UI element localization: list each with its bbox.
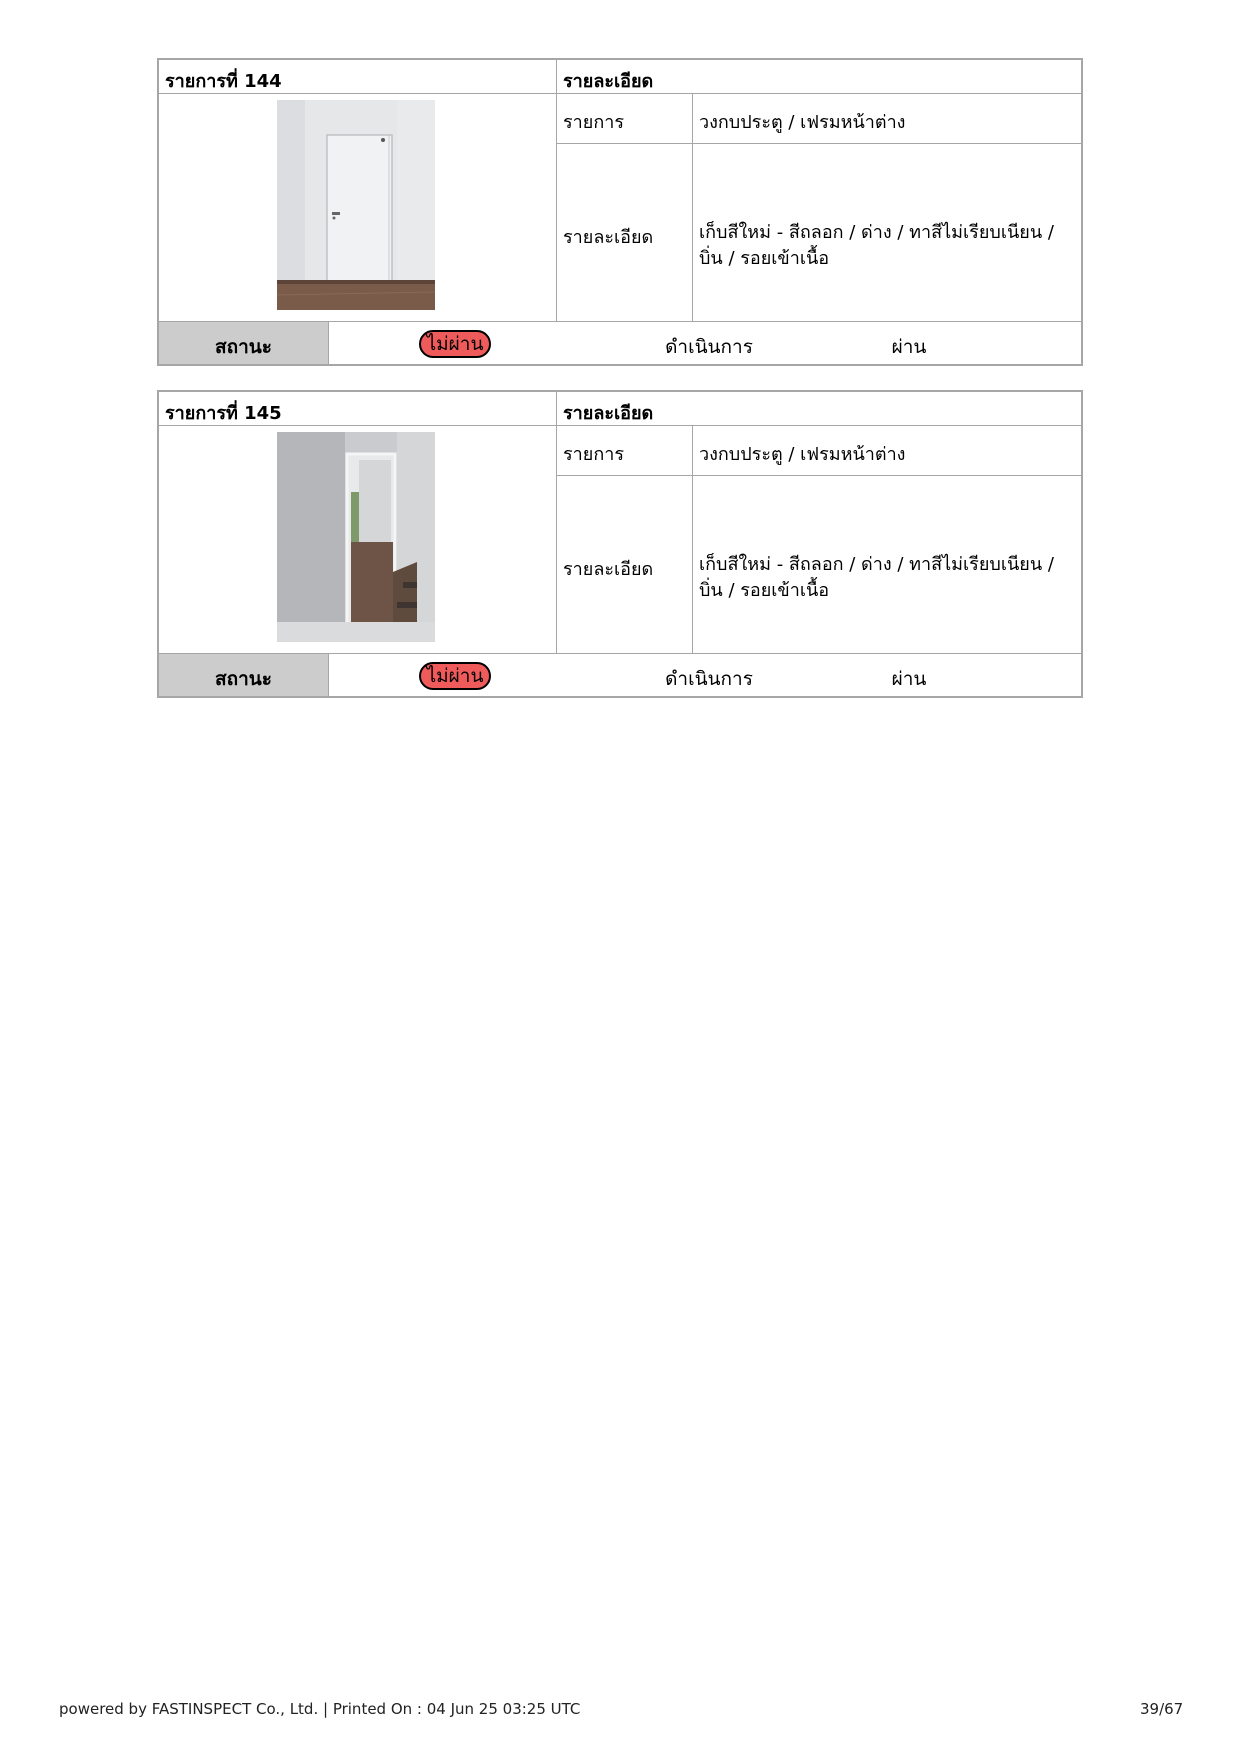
row-label-details: รายละเอียด: [557, 144, 693, 322]
status-option-pass[interactable]: ผ่าน: [891, 668, 927, 690]
item-photo[interactable]: [277, 432, 435, 642]
row-value-item: วงกบประตู / เฟรมหน้าต่าง: [693, 94, 1081, 144]
status-option-in-progress[interactable]: ดำเนินการ: [665, 336, 753, 358]
inspection-item-145: [157, 390, 1083, 698]
status-label: สถานะ: [159, 654, 329, 696]
photo-cell: [159, 426, 557, 654]
status-option-fail[interactable]: [415, 322, 495, 364]
row-label-item: รายการ: [557, 94, 693, 144]
footer-credit: powered by FASTINSPECT Co., Ltd. | Printed On : 04 Jun 25 03:25 UTC: [59, 1700, 581, 1718]
page-number: 39/67: [1140, 1700, 1184, 1718]
row-value-details: เก็บสีใหม่ - สีถลอก / ด่าง / ทาสีไม่เรียบเนียน / บิ่น / รอยเข้าเนื้อ: [693, 476, 1081, 654]
status-option-fail[interactable]: [415, 654, 495, 696]
status-option-in-progress[interactable]: ดำเนินการ: [665, 668, 753, 690]
details-header: รายละเอียด: [557, 392, 1081, 426]
status-fail-badge: ไม่ผ่าน: [419, 330, 492, 358]
row-value-details: เก็บสีใหม่ - สีถลอก / ด่าง / ทาสีไม่เรียบเนียน / บิ่น / รอยเข้าเนื้อ: [693, 144, 1081, 322]
row-label-item: รายการ: [557, 426, 693, 476]
item-photo[interactable]: [277, 100, 435, 310]
status-label: สถานะ: [159, 322, 329, 364]
photo-cell: [159, 94, 557, 322]
item-title: รายการที่ 144: [159, 60, 557, 94]
item-title: รายการที่ 145: [159, 392, 557, 426]
row-value-item: วงกบประตู / เฟรมหน้าต่าง: [693, 426, 1081, 476]
inspection-item-144: [157, 58, 1083, 366]
details-header: รายละเอียด: [557, 60, 1081, 94]
status-option-pass[interactable]: ผ่าน: [891, 336, 927, 358]
status-fail-badge: ไม่ผ่าน: [419, 662, 492, 690]
row-label-details: รายละเอียด: [557, 476, 693, 654]
